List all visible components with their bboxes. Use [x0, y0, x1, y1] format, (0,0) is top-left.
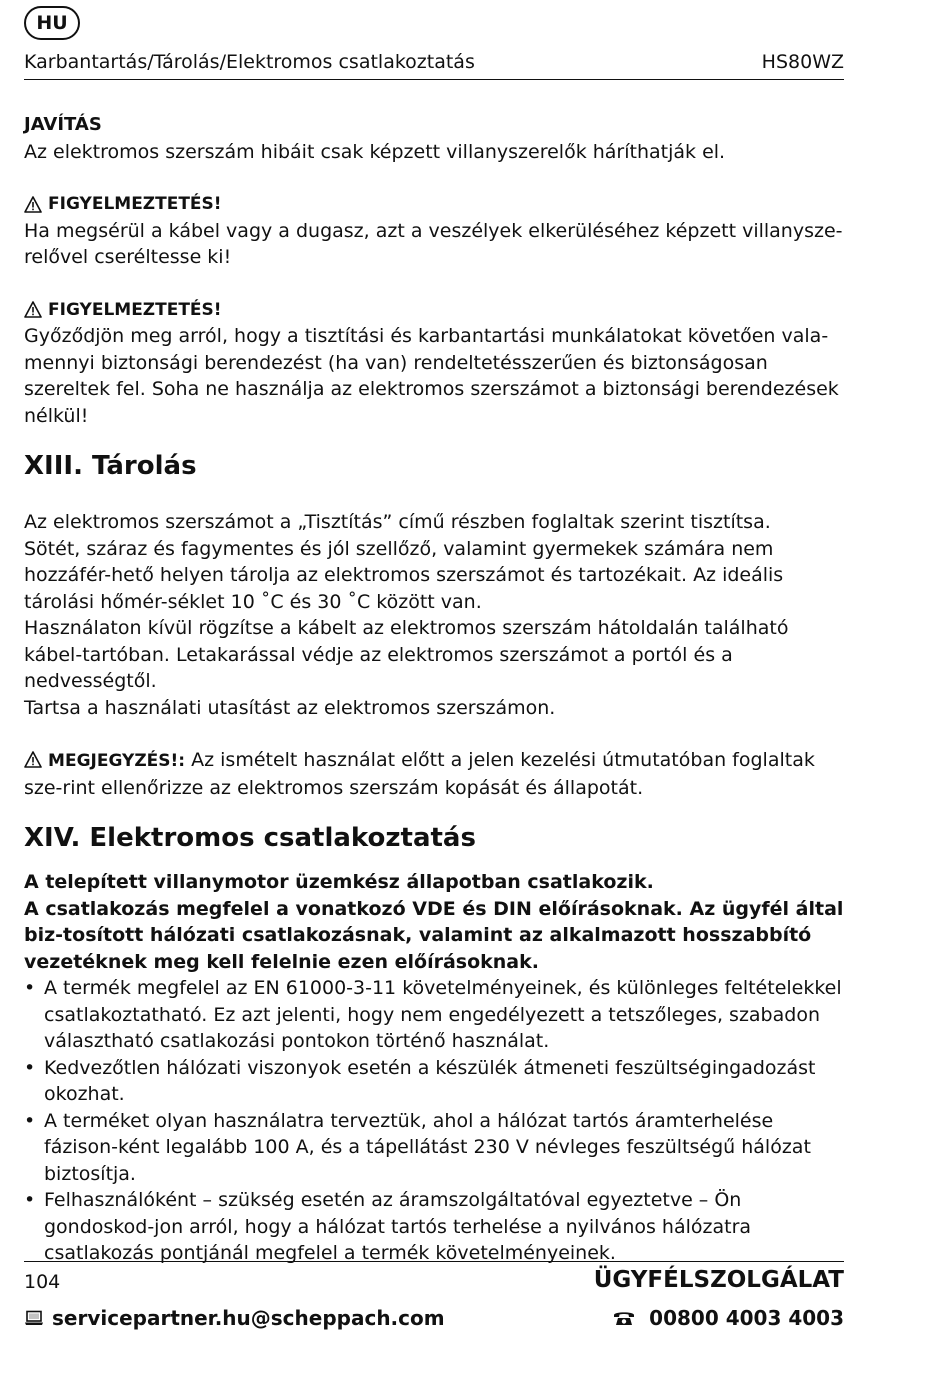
- warning-triangle-icon: [24, 751, 42, 768]
- warning-triangle-icon: [24, 301, 42, 318]
- electrical-intro-1: A telepített villanymotor üzemkész állapotban csatlakozik.: [24, 871, 654, 893]
- service-email[interactable]: [24, 1306, 445, 1330]
- note-text: Az ismételt használat előtt a jelen kezelési útmutatóban foglaltak sze-rint ellenőrizze az elektromos szerszám kopását és állapotát.: [24, 749, 815, 799]
- warning-text-1: Ha megsérül a kábel vagy a dugasz, azt a veszélyek elkerüléséhez képzett villanysze-relővel cseréltesse ki!: [24, 219, 843, 268]
- list-item: • Kedvezőtlen hálózati viszonyok esetén a készülék átmeneti feszültségingadozást okozhat.: [24, 1055, 844, 1108]
- telephone-icon: [613, 1310, 635, 1326]
- storage-note: [24, 747, 844, 801]
- list-item: • A terméket olyan használatra terveztük, ahol a hálózat tartós áramterhelése fázison-ként legalább 100 A, és a tápellátást 230 V névleges feszültségű hálózat biztosítja.: [24, 1108, 844, 1188]
- main-content: [24, 112, 844, 1267]
- note-label: MEGJEGYZÉS!:: [48, 751, 186, 771]
- language-badge: HU: [24, 6, 80, 40]
- header-divider: [24, 79, 844, 80]
- warning-label-text: FIGYELMEZTETÉS!: [48, 194, 222, 214]
- warning-triangle-icon: [24, 196, 42, 213]
- laptop-icon: [24, 1310, 44, 1326]
- repair-heading: JAVÍTÁS: [24, 114, 102, 135]
- list-item: • Felhasználóként – szükség esetén az áramszolgáltatóval egyeztetve – Ön gondoskod-jon arról, hogy a hálózat tartós terhelése a nyilvános hálózatra csatlakozás pontjánál megfelel a termék követelményeinek.: [24, 1187, 844, 1267]
- repair-text: Az elektromos szerszám hibáit csak képzett villanyszerelők háríthatják el.: [24, 140, 726, 163]
- header-title: Karbantartás/Tárolás/Elektromos csatlakoztatás: [24, 51, 475, 73]
- phone-number[interactable]: 00800 4003 4003: [649, 1306, 844, 1330]
- storage-paragraph: Tartsa a használati utasítást az elektromos szerszámon.: [24, 696, 556, 719]
- storage-paragraph: Az elektromos szerszámot a „Tisztítás” című részben foglaltak szerint tisztítsa.: [24, 511, 771, 533]
- model-number: HS80WZ: [761, 51, 844, 73]
- electrical-section-title: XIV. Elektromos csatlakoztatás: [24, 823, 476, 853]
- electrical-intro-2: A csatlakozás megfelel a vonatkozó VDE és DIN előírásoknak. Az ügyfél által biz-tosított hálózati csatlakozásnak, valamint az alkalmazott hosszabbító vezetéknek meg kell felelnie ezen előírásoknak.: [24, 897, 844, 973]
- storage-paragraph: Használaton kívül rögzítse a kábelt az elektromos szerszám hátoldalán található kábel-tartóban. Letakarással védje az elektromos szerszámot a portól és a nedvességtől.: [24, 617, 789, 692]
- warning-label-2: [24, 297, 844, 324]
- email-link[interactable]: servicepartner.hu@scheppach.com: [52, 1306, 445, 1330]
- warning-label-1: [24, 191, 844, 218]
- warning-label-text: FIGYELMEZTETÉS!: [48, 299, 222, 320]
- footer-divider: [24, 1261, 844, 1262]
- warning-text-2: Győződjön meg arról, hogy a tisztítási és karbantartási munkálatokat követően vala-mennyi biztonsági berendezést (ha van) rendeltetésszerűen és biztonságosan szereltek fel. Soha ne használja az elektromos szerszámot a biztonsági berendezések nélkül!: [24, 325, 839, 427]
- page-number: 104: [24, 1271, 61, 1293]
- list-item: • A termék megfelel az EN 61000-3-11 követelményeinek, és különleges feltételekkel csatlakoztatható. Ez azt jelenti, hogy nem engedélyezett a tetszőleges, szabadon választható csatlakozási pontokon történő használat.: [24, 975, 844, 1055]
- electrical-bullet-list: [24, 975, 844, 1267]
- service-phone[interactable]: [613, 1306, 844, 1330]
- storage-paragraph: Sötét, száraz és fagymentes és jól szellőző, valamint gyermekek számára nem hozzáfér-hető helyen tárolja az elektromos szerszámot és tartozékait. Az ideális tárolási hőmér-séklet 10 ˚C és 30 ˚C között van.: [24, 537, 784, 613]
- customer-service-label: ÜGYFÉLSZOLGÁLAT: [593, 1267, 844, 1293]
- storage-section-title: XIII. Tárolás: [24, 451, 197, 481]
